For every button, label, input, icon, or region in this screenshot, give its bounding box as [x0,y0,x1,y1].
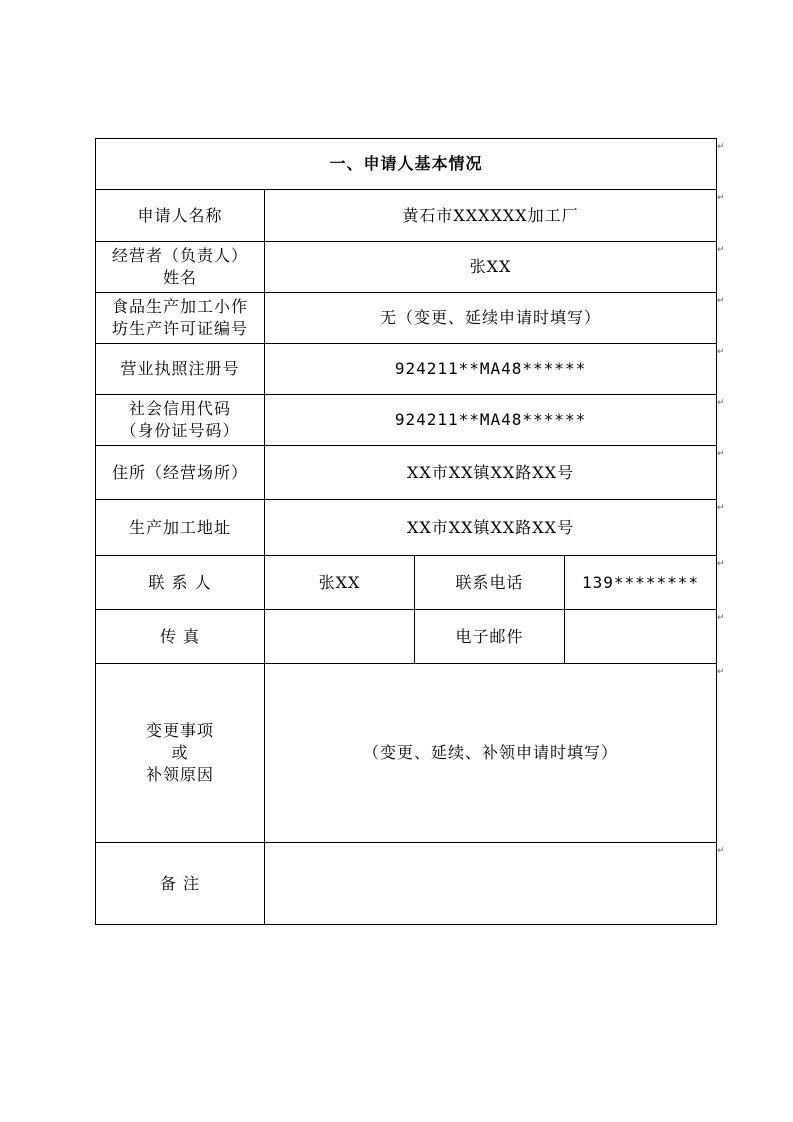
fax-label: 传 真 [96,610,265,664]
row-end-mark: ↵ [717,142,725,152]
credit-code-label-line1: 社会信用代码 [128,399,231,418]
table-row [96,242,717,293]
form-title: 一、申请人基本情况 [96,139,717,190]
row-end-mark: ↵ [717,245,725,255]
credit-code-label [96,395,265,446]
production-address-value: XX市XX镇XX路XX号 [265,500,717,556]
change-label-line2: 或 [171,743,189,762]
residence-value: XX市XX镇XX路XX号 [265,446,717,500]
table-row [96,500,717,556]
operator-label-line2: 姓名 [162,268,197,287]
table-row [96,139,717,190]
permit-label-line1: 食品生产加工小作 [111,297,248,316]
row-end-mark: ↵ [717,193,725,203]
row-end-mark: ↵ [717,559,725,569]
credit-code-value: 924211**MA48****** [265,395,717,446]
operator-label-line1: 经营者（负责人） [111,246,248,265]
fax-value [265,610,415,664]
phone-value: 139******** [565,556,717,610]
row-end-mark: ↵ [717,846,725,856]
change-value: （变更、延续、补领申请时填写） [265,664,717,843]
remarks-label: 备 注 [96,843,265,925]
row-end-mark: ↵ [717,296,725,306]
applicant-info-table [95,138,717,925]
contact-label: 联 系 人 [96,556,265,610]
business-license-value: 924211**MA48****** [265,344,717,395]
credit-code-label-line2: （身份证号码） [120,421,240,440]
row-end-mark: ↵ [717,503,725,513]
permit-value: 无（变更、延续申请时填写） [265,293,717,344]
row-end-mark: ↵ [717,667,725,677]
table-row [96,556,717,610]
table-row [96,344,717,395]
table-row [96,190,717,242]
row-end-mark: ↵ [717,347,725,357]
remarks-value [265,843,717,925]
applicant-name-label: 申请人名称 [96,190,265,242]
change-label [96,664,265,843]
residence-label: 住所（经营场所） [96,446,265,500]
production-address-label: 生产加工地址 [96,500,265,556]
applicant-name-value: 黄石市XXXXXX加工厂 [265,190,717,242]
email-label: 电子邮件 [415,610,565,664]
table-row [96,843,717,925]
operator-label [96,242,265,293]
email-value [565,610,717,664]
operator-value: 张XX [265,242,717,293]
table-row [96,610,717,664]
change-label-line1: 变更事项 [145,721,214,740]
table-row [96,664,717,843]
table-row [96,446,717,500]
row-end-mark: ↵ [717,398,725,408]
table-row [96,293,717,344]
permit-label [96,293,265,344]
row-end-mark: ↵ [717,613,725,623]
contact-value: 张XX [265,556,415,610]
table-row [96,395,717,446]
business-license-label: 营业执照注册号 [96,344,265,395]
permit-label-line2: 坊生产许可证编号 [111,319,248,338]
change-label-line3: 补领原因 [145,765,214,784]
row-end-mark: ↵ [717,449,725,459]
phone-label: 联系电话 [415,556,565,610]
